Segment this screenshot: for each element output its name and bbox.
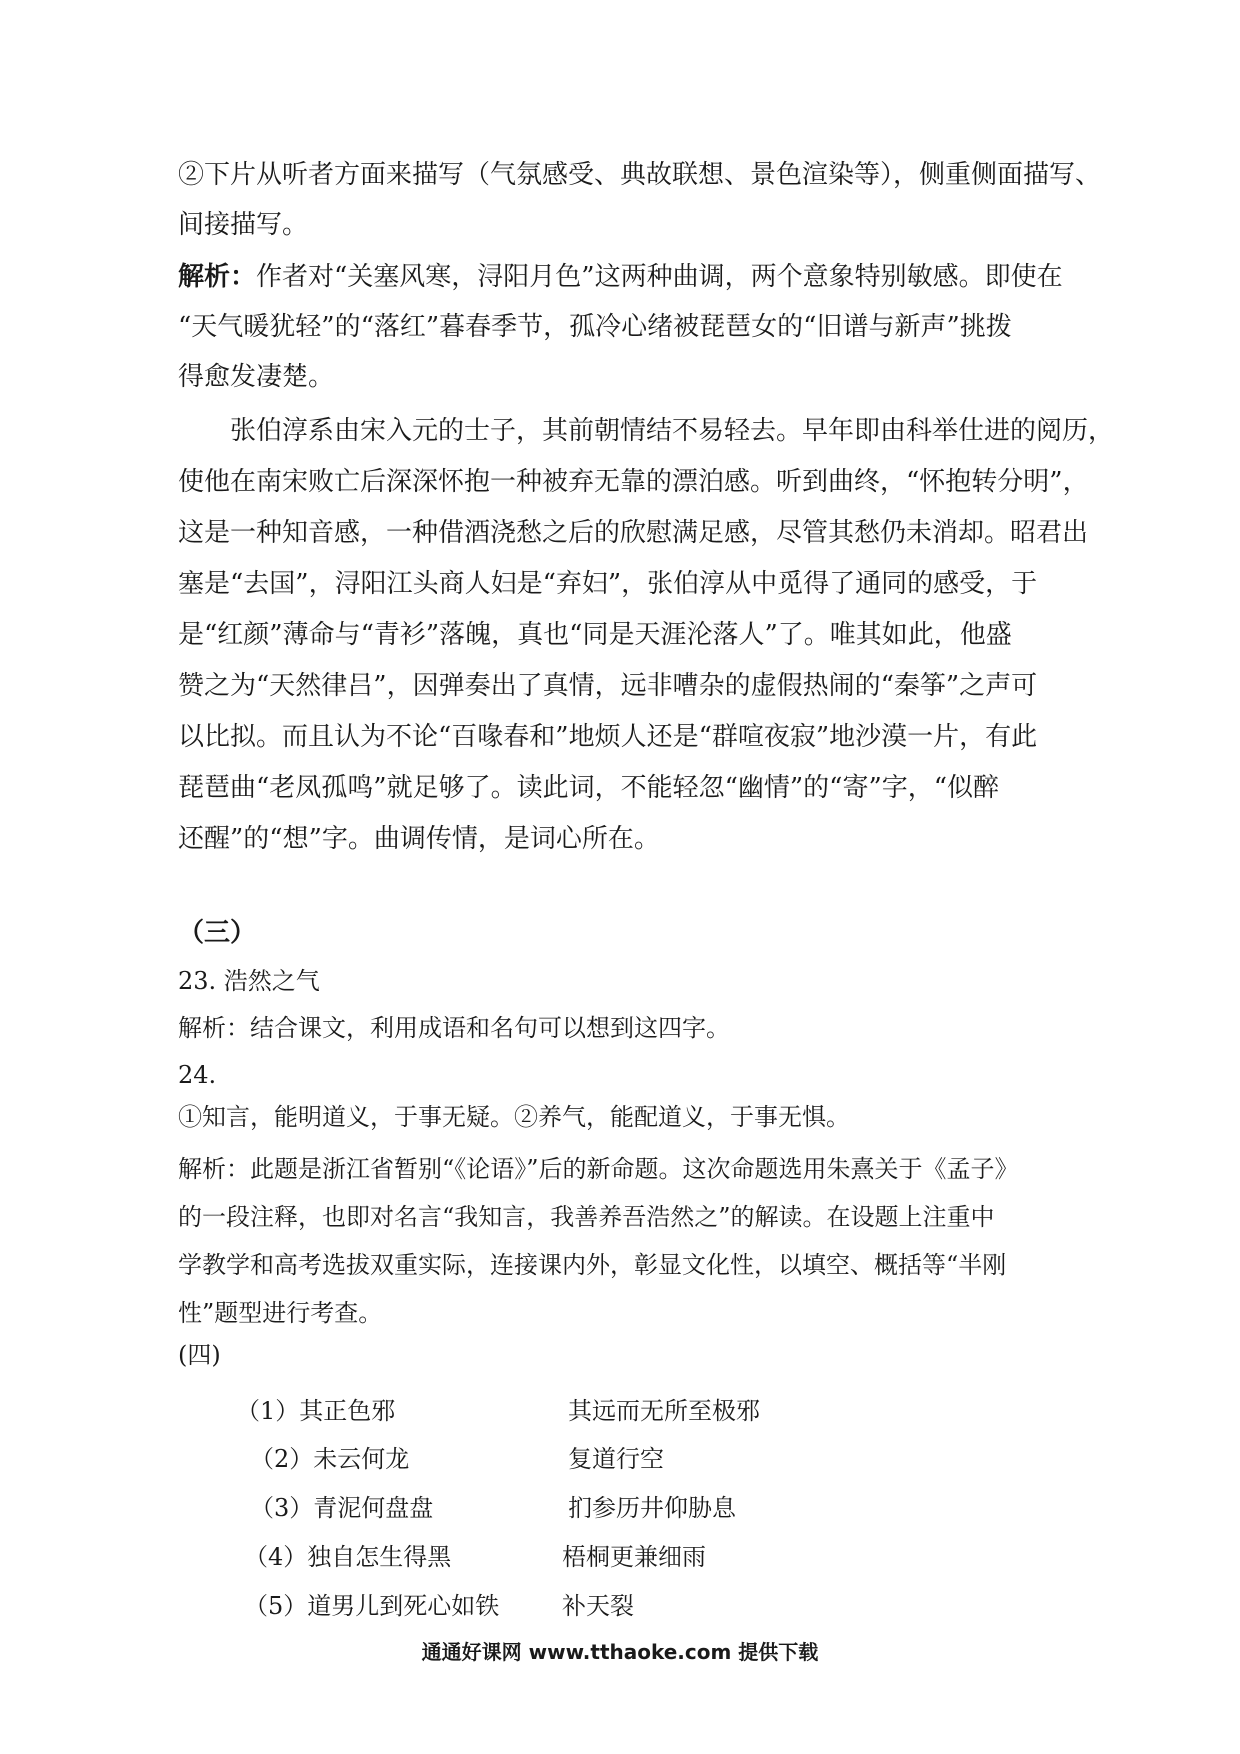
para-line: 是“红颜”薄命与“青衫”落魄，真也“同是天涯沦落人”了。唯其如此，他盛 [178,620,1012,650]
analysis-line1: 解析：作者对“关塞风寒，浔阳月色”这两种曲调，两个意象特别敏感。即使在 [178,262,1063,292]
footer-credit: 通通好课网 www.tthaoke.com 提供下载 [421,1640,819,1664]
q24-analysis-line: 学教学和高考选拔双重实际，连接课内外，彰显文化性，以填空、概括等“半刚 [178,1251,1007,1279]
para-line: 赞之为“天然律吕”，因弹奏出了真情，远非嘈杂的虚假热闹的“秦筝”之声可 [178,671,1038,701]
q24-answer: ①知言，能明道义，于事无疑。②养气，能配道义，于事无惧。 [178,1103,850,1131]
q24-number: 24. [178,1061,217,1089]
para-line: 以比拟。而且认为不论“百喙春和”地烦人还是“群喧夜寂”地沙漠一片，有此 [178,722,1038,752]
para-line: 还醒”的“想”字。曲调传情，是词心所在。 [178,824,660,854]
q24-analysis-line: 解析：此题是浙江省暂别“《论语》”后的新命题。这次命题选用朱熹关于《孟子》 [178,1155,1019,1183]
analysis-line3: 得愈发凄楚。 [178,362,335,392]
item-right: 补天裂 [562,1592,634,1620]
para-line: 使他在南宋败亡后深深怀抱一种被弃无靠的漂泊感。听到曲终，“怀抱转分明”， [178,467,1089,497]
item-left: （4）独自怎生得黑 [244,1543,452,1571]
item-right: 梧桐更兼细雨 [562,1543,706,1571]
q24-analysis-line: 性”题型进行考查。 [178,1299,383,1327]
item-left: （5）道男儿到死心如铁 [244,1592,500,1620]
q24-analysis-line: 的一段注释，也即对名言“我知言，我善养吾浩然之”的解读。在设题上注重中 [178,1203,995,1231]
item-left: （2）未云何龙 [250,1445,410,1473]
section4-heading: (四) [178,1341,221,1369]
item-right: 其远而无所至极邪 [568,1397,760,1425]
item-left: （1）其正色邪 [236,1397,396,1425]
q23-answer: 23. 浩然之气 [178,967,320,995]
para-line: 塞是“去国”，浔阳江头商人妇是“弃妇”，张伯淳从中觅得了通同的感受，于 [178,569,1038,599]
item-right: 复道行空 [568,1445,664,1473]
point2-line1: ②下片从听者方面来描写（气氛感受、典故联想、景色渲染等），侧重侧面描写、 [178,160,1102,190]
item-right: 扪参历井仰胁息 [568,1494,736,1522]
para-line: 张伯淳系由宋入元的士子，其前朝情结不易轻去。早年即由科举仕进的阅历， [178,416,1115,446]
item-left: （3）青泥何盘盘 [250,1494,434,1522]
q23-analysis: 解析：结合课文，利用成语和名句可以想到这四字。 [178,1014,730,1042]
analysis-line2: “天气暖犹轻”的“落红”暮春季节，孤冷心绪被琵琶女的“旧谱与新声”挑拨 [178,312,1012,342]
para-line: 这是一种知音感，一种借酒浇愁之后的欣慰满足感，尽管其愁仍未消却。昭君出 [178,518,1089,548]
point2-line2: 间接描写。 [178,210,309,240]
para-line: 琵琶曲“老凤孤鸣”就足够了。读此词，不能轻忽“幽情”的“寄”字，“似醉 [178,773,1000,803]
section3-heading: （三） [178,918,257,948]
analysis-label: 解析： [178,262,257,292]
